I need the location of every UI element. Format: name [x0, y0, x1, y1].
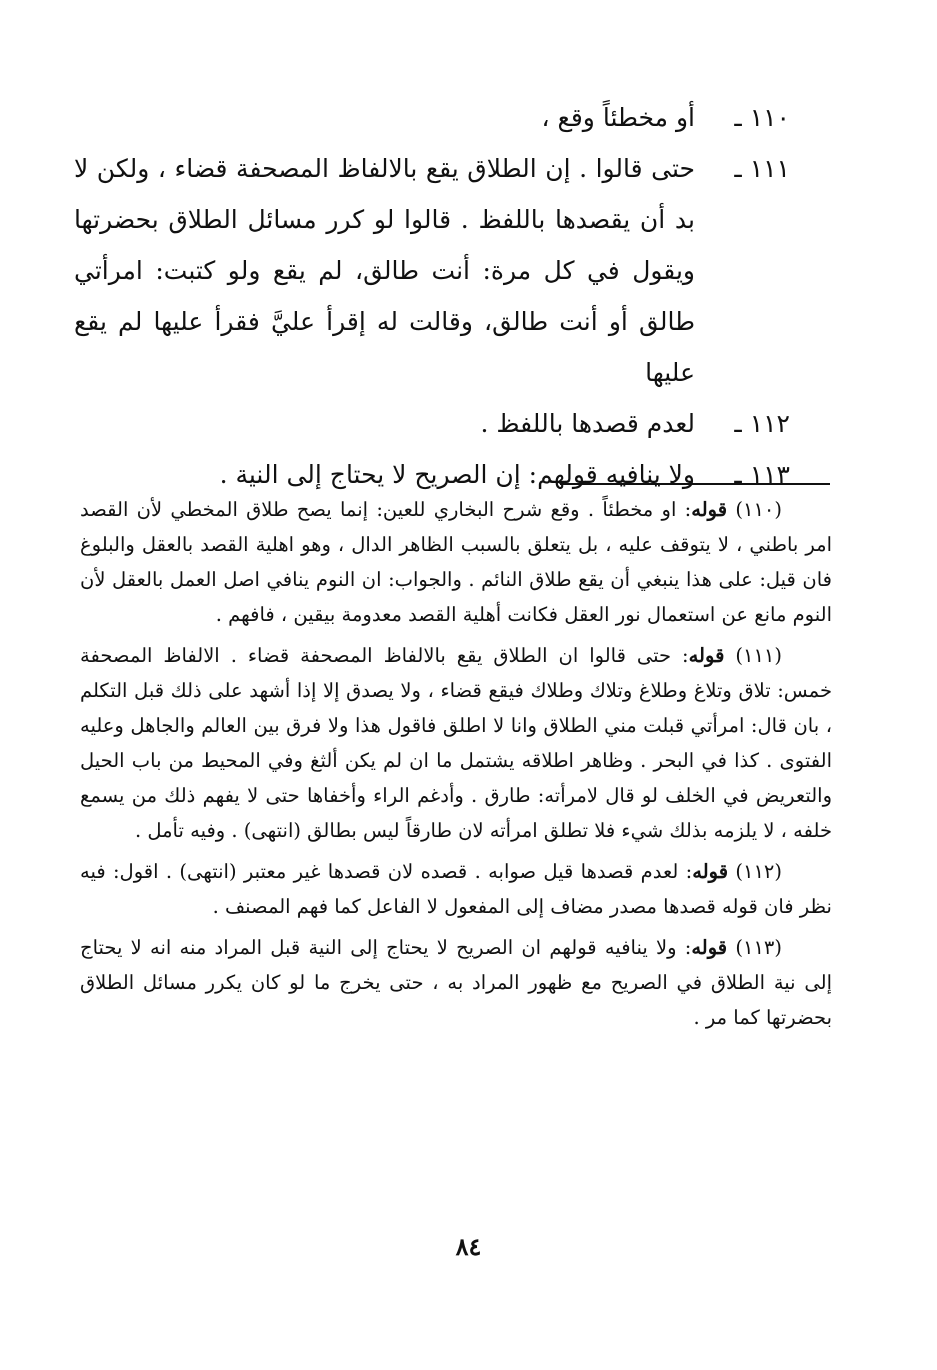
item-text: أو مخطئاً وقع ، — [541, 103, 695, 132]
footnote-number: (١١٠) — [735, 498, 782, 521]
page-number: ٨٤ — [455, 1232, 482, 1261]
footnote-number: (١١١) — [735, 644, 782, 667]
main-item-110 — [74, 92, 790, 143]
footnote-111 — [80, 638, 832, 848]
footnote-number: (١١٢) — [735, 860, 782, 883]
main-item-111 — [74, 143, 790, 398]
footnote-110 — [80, 492, 832, 632]
footnote-keyword: قوله — [692, 860, 729, 883]
footnote-text: : حتى قالوا ان الطلاق يقع بالالفاظ المصحفة قضاء . الالفاظ المصحفة خمس: تلاق وتلاغ وطلاغ وتلاك وطلاك فيقع قضاء ، ولا يصدق إلا إذا أشهد على ذلك قبل التكلم ، بان قال: امرأتي قبلت مني الطلاق وانا لا اطلق فاقول هذا ولا فرق بين العالم والجاهل وعليه الفتوى . كذا في البحر . وظاهر اطلاقه يشتمل ما ان لم يكن ألثغ وفي المحيط من باب الحيل والتعريض في الخلف لو قال لامرأته: طارق . وأدغم الراء وأخفاها حتى لا يفهم ذلك من يسمع خلفه ، لا يلزمه بذلك شيء فلا تطلق امرأته لان طارقاً ليس بطالق (انتهى) . وفيه تأمل . — [80, 644, 832, 842]
item-number: ١١٢ ـ — [734, 409, 790, 438]
footnote-text: : ولا ينافيه قولهم ان الصريح لا يحتاج إلى النية قبل المراد منه انه لا يحتاج إلى نية الطلاق في الصريح مع ظهور المراد به ، حتى يخرج ما لو كان يكرر مسائل الطلاق بحضرتها كما مر . — [80, 936, 832, 1029]
item-text: حتى قالوا . إن الطلاق يقع بالالفاظ المصحفة قضاء ، ولكن لا بد أن يقصدها باللفظ . قالوا لو كرر مسائل الطلاق بحضرتها ويقول في كل مرة: أنت طالق، لم يقع ولو كتبت: امرأتي طالق أو أنت طالق، وقالت له إقرأ عليَّ فقرأ عليها لم يقع عليها — [74, 154, 695, 387]
footnote-keyword: قوله — [691, 498, 728, 521]
main-text — [74, 92, 790, 500]
item-number: ١١٠ ـ — [734, 103, 790, 132]
footnote-text: : او مخطئاً . وقع شرح البخاري للعين: إنما يصح طلاق المخطي لأن القصد امر باطني ، لا يتوقف عليه ، بل يتعلق بالسبب الظاهر الدال ، وهو اهلية القصد بالعقل والبلوغ فان قيل: على هذا ينبغي أن يقع طلاق النائم . والجواب: ان النوم ينافي اصل العمل بالعقل لأن النوم مانع عن استعمال نور العقل فكانت أهلية القصد معدومة بيقين ، فافهم . — [80, 498, 832, 626]
item-text: لعدم قصدها باللفظ . — [480, 409, 695, 438]
item-number: ١١٣ ـ — [734, 460, 790, 489]
footnote-keyword: قوله — [691, 936, 728, 959]
footnote-keyword: قوله — [688, 644, 725, 667]
footnote-113 — [80, 930, 832, 1035]
footnotes — [80, 492, 832, 1041]
item-text: ولا ينافيه قولهم: إن الصريح لا يحتاج إلى النية . — [219, 460, 695, 489]
main-item-112 — [74, 398, 790, 449]
footnote-text: : لعدم قصدها قيل صوابه . قصده لان قصدها غير معتبر (انتهى) . اقول: فيه نظر فان قوله قصدها مصدر مضاف إلى المفعول لا الفاعل كما فهم المصنف . — [80, 860, 832, 918]
footnote-112 — [80, 854, 832, 924]
footnote-number: (١١٣) — [735, 936, 782, 959]
item-number: ١١١ ـ — [734, 154, 790, 183]
footnote-separator — [560, 483, 830, 485]
